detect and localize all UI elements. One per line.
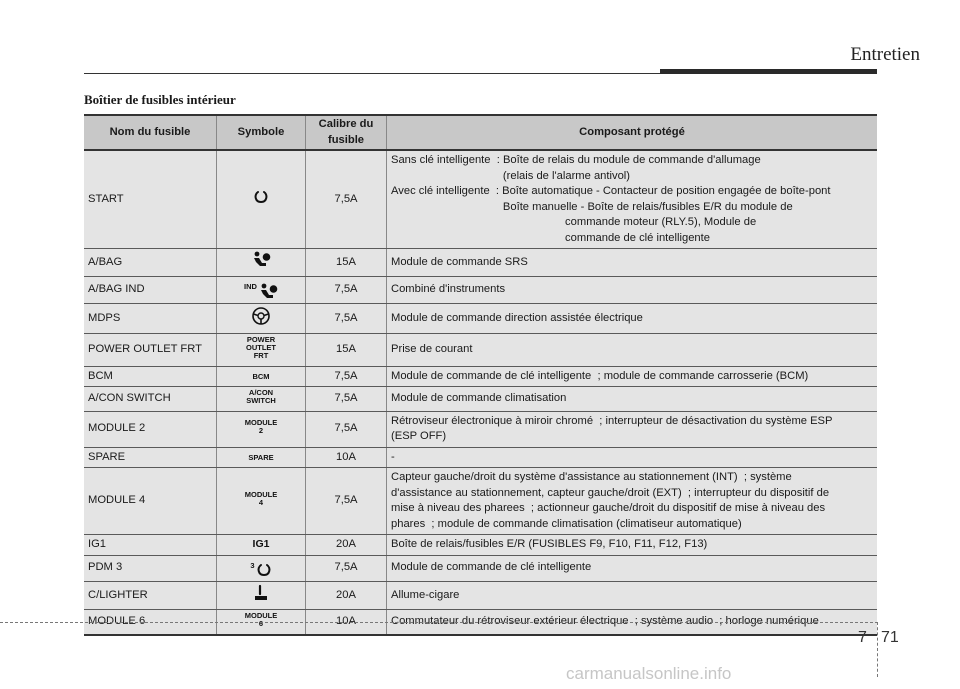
symbol-label	[245, 419, 278, 435]
component-line: Module de commande de clé intelligente	[391, 561, 592, 574]
component-line: Boîte de relais/fusibles E/R (FUSIBLES F9, F10, F11, F12, F13)	[391, 538, 708, 550]
key-loop-3-icon	[250, 561, 271, 579]
component-line: Combiné d'instruments	[391, 282, 506, 295]
fuse-symbol	[217, 249, 306, 277]
fuse-symbol	[217, 150, 306, 249]
fuse-name: POWER OUTLET FRT	[84, 334, 217, 367]
fuse-rating: 7,5A	[306, 366, 387, 387]
table-header-row	[84, 115, 877, 150]
table-row	[84, 303, 877, 334]
symbol-label-line: BCM	[252, 371, 270, 381]
footer-divider	[877, 622, 878, 677]
protected-component	[387, 276, 878, 303]
component-line: Module de commande SRS	[391, 255, 528, 268]
symbol-label-line: 6	[258, 619, 264, 628]
symbol-label: 3	[250, 560, 255, 570]
protected-component	[387, 387, 878, 412]
component-line: Rétroviseur électronique à miroir chromé ; interrupteur de désactivation du système ESP	[391, 414, 833, 427]
airbag-icon	[251, 251, 271, 269]
fuse-rating: 15A	[306, 334, 387, 367]
fuse-symbol	[217, 411, 306, 447]
fuse-name: MODULE 2	[84, 411, 217, 447]
symbol-label: IND	[244, 281, 257, 291]
column-header-symbol: Symbole	[217, 115, 306, 150]
protected-component	[387, 535, 878, 556]
component-line: (ESP OFF)	[391, 430, 447, 442]
component-line: Module de commande direction assistée électrique	[391, 311, 643, 324]
symbol-label-line: 2	[258, 426, 264, 436]
protected-component	[387, 411, 878, 447]
fuse-name: A/BAG IND	[84, 276, 217, 303]
fuse-name: A/CON SWITCH	[84, 387, 217, 412]
fuse-symbol	[217, 468, 306, 535]
table-row	[84, 535, 877, 556]
cigarette-lighter-icon	[252, 584, 270, 603]
component-line: d'assistance au stationnement, capteur gauche/droit (EXT) ; interrupteur du dispositif de	[391, 486, 830, 499]
component-line: Module de commande de clé intelligente ; module de commande carrosserie (BCM)	[391, 369, 809, 382]
table-row	[84, 366, 877, 387]
fuse-name: SPARE	[84, 447, 217, 468]
key-loop-icon	[253, 189, 269, 206]
symbol-label-line: IG1	[252, 538, 270, 550]
fuse-name: C/LIGHTER	[84, 581, 217, 610]
table-row	[84, 276, 877, 303]
protected-component	[387, 303, 878, 334]
column-header-rating	[306, 115, 387, 150]
footer-rule	[0, 622, 878, 623]
symbol-label	[246, 336, 276, 360]
fuse-name: MODULE 4	[84, 468, 217, 535]
component-line: Boîte manuelle - Boîte de relais/fusibles E/R du module de	[391, 200, 793, 213]
component-line: -	[391, 450, 395, 463]
page-number: 71	[881, 629, 899, 646]
fuse-rating: 15A	[306, 249, 387, 277]
fuse-name: MODULE 6	[84, 610, 217, 635]
component-line: Capteur gauche/droit du système d'assistance au stationnement (INT) ; système	[391, 471, 792, 483]
component-line: Prise de courant	[391, 343, 473, 355]
symbol-label	[248, 454, 273, 462]
fuse-symbol	[217, 447, 306, 468]
column-header-rating-line: Calibre du	[318, 118, 374, 130]
chapter-number: 7	[858, 629, 867, 646]
fuse-rating: 7,5A	[306, 387, 387, 412]
component-line: Sans clé intelligente : Boîte de relais du module de commande d'allumage	[391, 154, 761, 166]
fuse-symbol	[217, 303, 306, 334]
fuse-name: START	[84, 150, 217, 249]
table-row	[84, 468, 877, 535]
table-row	[84, 387, 877, 412]
symbol-label-line: MODULE	[244, 611, 278, 620]
component-line: commande moteur (RLY.5), Module de	[391, 216, 757, 228]
fuse-name: PDM 3	[84, 555, 217, 581]
symbol-label-line: SWITCH	[246, 396, 276, 405]
fuse-rating: 7,5A	[306, 468, 387, 535]
fuse-rating: 7,5A	[306, 150, 387, 249]
fuse-table-body	[84, 150, 877, 635]
component-line: phares ; module de commande climatisation (climatiseur automatique)	[391, 517, 742, 530]
symbol-label-line: MODULE	[244, 418, 278, 428]
symbol-label	[246, 389, 276, 405]
table-row	[84, 249, 877, 277]
airbag-ind-icon	[244, 282, 278, 301]
symbol-label-line: A/CON	[248, 388, 274, 397]
watermark: carmanualsonline.info	[566, 664, 732, 683]
symbol-label-line: POWER	[246, 335, 276, 344]
column-header-component: Composant protégé	[387, 115, 878, 150]
protected-component	[387, 468, 878, 535]
fuse-symbol	[217, 366, 306, 387]
table-row	[84, 150, 877, 249]
fuse-rating: 10A	[306, 610, 387, 635]
symbol-label-line: MODULE	[244, 490, 278, 500]
protected-component	[387, 150, 878, 249]
protected-component	[387, 581, 878, 610]
fuse-rating: 7,5A	[306, 555, 387, 581]
fuse-rating: 7,5A	[306, 276, 387, 303]
protected-component	[387, 366, 878, 387]
fuse-symbol	[217, 535, 306, 556]
fuse-symbol	[217, 581, 306, 610]
column-header-rating-line: fusible	[327, 133, 365, 146]
table-row	[84, 555, 877, 581]
steering-wheel-icon	[251, 306, 271, 327]
symbol-label	[245, 612, 278, 628]
component-line: mise à niveau des pharees ; actionneur gauche/droit du dispositif de mise à niveau des	[391, 502, 826, 514]
fuse-rating: 10A	[306, 447, 387, 468]
component-line: (relais de l'alarme antivol)	[391, 169, 631, 182]
symbol-label	[245, 491, 278, 507]
protected-component	[387, 555, 878, 581]
fuse-rating: 7,5A	[306, 303, 387, 334]
fuse-table	[84, 114, 877, 636]
fuse-rating: 7,5A	[306, 411, 387, 447]
table-row	[84, 581, 877, 610]
header-rule-thick	[660, 69, 877, 74]
chapter-title: Entretien	[850, 44, 920, 65]
fuse-name: IG1	[84, 535, 217, 556]
component-line: commande de clé intelligente	[391, 231, 710, 244]
table-row	[84, 411, 877, 447]
fuse-symbol	[217, 334, 306, 367]
symbol-label	[253, 540, 270, 548]
fuse-name: A/BAG	[84, 249, 217, 277]
fuse-rating: 20A	[306, 535, 387, 556]
component-line: Commutateur du rétroviseur extérieur électrique ; système audio ; horloge numérique	[391, 615, 819, 627]
fuse-symbol	[217, 276, 306, 303]
column-header-name: Nom du fusible	[84, 115, 217, 150]
header-rule	[84, 73, 660, 74]
section-heading: Boîtier de fusibles intérieur	[84, 92, 236, 107]
protected-component	[387, 447, 878, 468]
symbol-label	[252, 373, 269, 381]
component-line: Module de commande climatisation	[391, 392, 567, 404]
fuse-rating: 20A	[306, 581, 387, 610]
component-line: Allume-cigare	[391, 588, 460, 601]
symbol-label-line: FRT	[253, 351, 269, 360]
fuse-symbol	[217, 555, 306, 581]
fuse-symbol	[217, 387, 306, 412]
component-line: Avec clé intelligente : Boîte automatique - Contacteur de position engagée de boîte-pont	[391, 185, 831, 197]
protected-component	[387, 334, 878, 367]
symbol-label-line: OUTLET	[246, 343, 276, 352]
symbol-label-line: 4	[258, 498, 264, 508]
fuse-name: MDPS	[84, 303, 217, 334]
symbol-label-line: SPARE	[248, 452, 274, 462]
protected-component	[387, 249, 878, 277]
fuse-name: BCM	[84, 366, 217, 387]
table-row	[84, 334, 877, 367]
table-row	[84, 447, 877, 468]
